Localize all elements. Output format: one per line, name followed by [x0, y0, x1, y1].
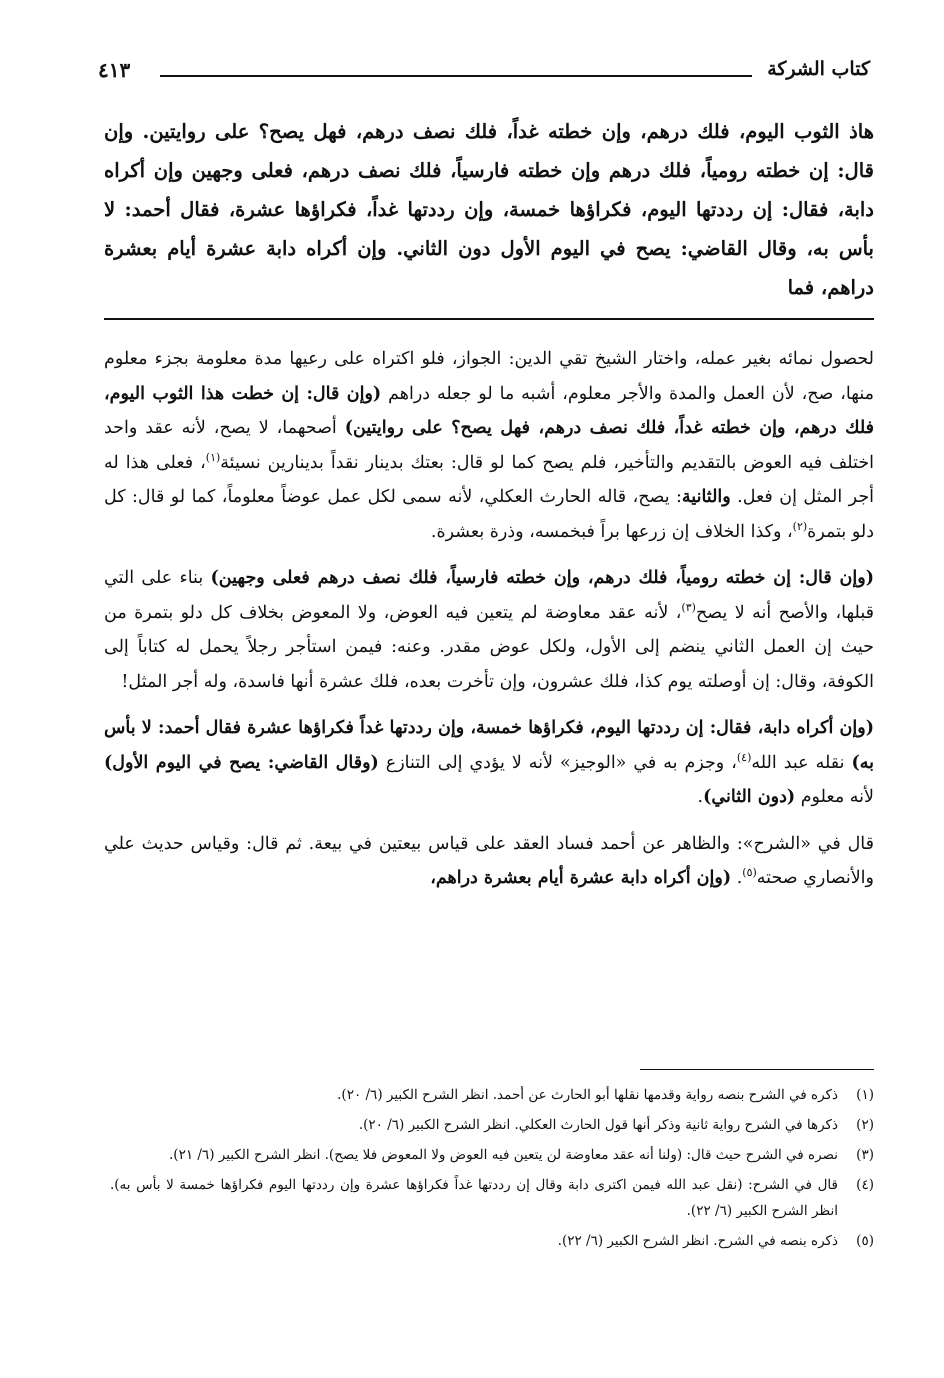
commentary-paragraph-3	[104, 711, 874, 815]
commentary-paragraph-4	[104, 827, 874, 896]
footnotes	[110, 1082, 874, 1258]
commentary-text: : يصح، قاله الحارث العكلي، لأنه سمى لكل عمل عوضاً معلوماً، كما لو قال: كل دلو بتمرة	[104, 487, 874, 542]
commentary-text: لحصول نمائه بغير عمله، واختار الشيخ تقي الدين: الجواز، فلو اكتراه على رعيها مدة معلومة بجزء معلوم منها، صح، لأن العمل والمدة والأجر معلوم، أشبه ما لو جعله دراهم	[104, 349, 874, 404]
commentary-text: ، فعلى هذا له أجر المثل إن فعل.	[104, 452, 874, 507]
footnote-text: قال في الشرح: (نقل عبد الله فيمن اكترى دابة وقال إن رددتها غداً فكراؤها عشرة وإن رددتها اليوم فكراؤها خمسة لا بأس به). انظر الشرح الكبير (٦/ ٢٢).	[110, 1177, 838, 1219]
commentary-text: ، لأنه عقد معاوضة لم يتعين فيه العوض، ولا المعوض بخلاف كل دلو بتمرة من حيث إن العمل الثاني ينضم إلى الأول، ولكل عوض مقدر. وعنه: فيمن استأجر رجلاً يحمل له كتاباً إلى الكوفة، وقال: إن أوصلته يوم كذا، فلك عشرون، وإن تأخرت بعده، فلك عشرة أنها فاسدة، وله أجر المثل!	[104, 602, 874, 692]
footnote-ref-4: (٤)	[736, 750, 752, 764]
footnote	[110, 1112, 874, 1138]
commentary-text: لأنه معلوم	[795, 787, 874, 807]
book-title: كتاب الشركة	[767, 58, 870, 80]
main-text-separator	[104, 318, 874, 320]
footnote-number: (٣)	[856, 1147, 874, 1163]
page-number: ٤١٣	[98, 58, 131, 82]
footnote-text: ذكرها في الشرح رواية ثانية وذكر أنها قول الحارث العكلي. انظر الشرح الكبير (٦/ ٢٠).	[358, 1117, 838, 1133]
commentary-text: قال في «الشرح»: والظاهر عن أحمد فساد العقد على قياس بيعتين في بيعة. ثم قال: وقياس حديث علي والأنصاري صحته	[104, 833, 874, 888]
matn-quote: والثانية	[681, 487, 731, 507]
footnote-number: (٥)	[856, 1233, 874, 1249]
commentary-text: بناء على التي قبلها، والأصح أنه لا يصح	[104, 568, 874, 623]
matn-quote: (دون الثاني)	[703, 787, 796, 807]
commentary-text: .	[731, 868, 743, 888]
footnote	[110, 1172, 874, 1224]
commentary-text: ، وكذا الخلاف إن زرعها براً فبخمسه، وذرة بعشرة.	[430, 521, 793, 542]
footnote-number: (٢)	[856, 1117, 874, 1133]
footnote-ref-5: (٥)	[742, 866, 757, 880]
footnote-ref-2: (٢)	[792, 519, 808, 533]
commentary	[104, 342, 874, 908]
commentary-paragraph-1	[104, 342, 874, 549]
matn-quote: (وإن أكراه دابة، فقال: إن رددتها اليوم، فكراؤها خمسة، وإن رددتها غداً فكراؤها عشرة فقال أحمد: لا بأس به)	[104, 718, 874, 773]
footnote-separator	[640, 1069, 874, 1070]
footnote	[110, 1082, 874, 1108]
commentary-text: .	[697, 787, 704, 807]
commentary-text: أصحهما، لا يصح، لأنه عقد واحد اختلف فيه العوض بالتقديم والتأخير، فلم يصح كما لو قال: بعتك بدينار نقداً بدينارين نسيئة	[104, 418, 875, 473]
footnote-number: (١)	[856, 1087, 874, 1103]
commentary-text: ، وجزم به في «الوجيز» لأنه لا يؤدي إلى التنازع	[378, 752, 737, 773]
footnote-text: ذكره بنصه في الشرح. انظر الشرح الكبير (٦/ ٢٢).	[557, 1233, 838, 1249]
matn-quote: (وإن أكراه دابة عشرة أيام بعشرة دراهم،	[430, 868, 732, 888]
main-text-paragraph: هاذ الثوب اليوم، فلك درهم، وإن خطته غداً، فلك نصف درهم، فهل يصح؟ على روايتين. وإن قال: إن خطته رومياً، فلك درهم وإن خطته فارسياً، فلك نصف درهم، فعلى وجهين وإن أكراه دابة، فقال: إن رددتها اليوم، فكراؤها خمسة، وإن رددتها غداً، فكراؤها عشرة، فقال أحمد: لا بأس به، وقال القاضي: يصح في اليوم الأول دون الثاني. وإن أكراه دابة عشرة أيام بعشرة دراهم، فما	[104, 120, 874, 299]
main-text	[104, 112, 874, 307]
footnote	[110, 1142, 874, 1168]
matn-quote: (وإن قال: إن خطته رومياً، فلك درهم، وإن خطته فارسياً، فلك نصف درهم فعلى وجهين)	[210, 568, 874, 588]
commentary-text: نقله عبد الله	[751, 752, 852, 773]
matn-quote: (وإن قال: إن خطت هذا الثوب اليوم، فلك درهم، وإن خطته غداً، فلك نصف درهم، فهل يصح؟ على روايتين)	[104, 383, 874, 438]
page-header	[98, 56, 870, 86]
footnote-ref-3: (٣)	[681, 600, 696, 614]
footnote-text: نصره في الشرح حيث قال: (ولنا أنه عقد معاوضة لن يتعين فيه العوض ولا المعوض فلا يصح). انظر الشرح الكبير (٦/ ٢١).	[169, 1147, 838, 1163]
header-rule	[160, 75, 752, 77]
commentary-paragraph-2	[104, 561, 874, 699]
footnote-ref-1: (١)	[205, 450, 221, 464]
footnote-text: ذكره في الشرح بنصه رواية وقدمها نقلها أبو الحارث عن أحمد. انظر الشرح الكبير (٦/ ٢٠).	[337, 1087, 838, 1103]
footnote	[110, 1228, 874, 1254]
footnote-number: (٤)	[856, 1177, 874, 1193]
matn-quote: (وقال القاضي: يصح في اليوم الأول)	[104, 752, 379, 773]
